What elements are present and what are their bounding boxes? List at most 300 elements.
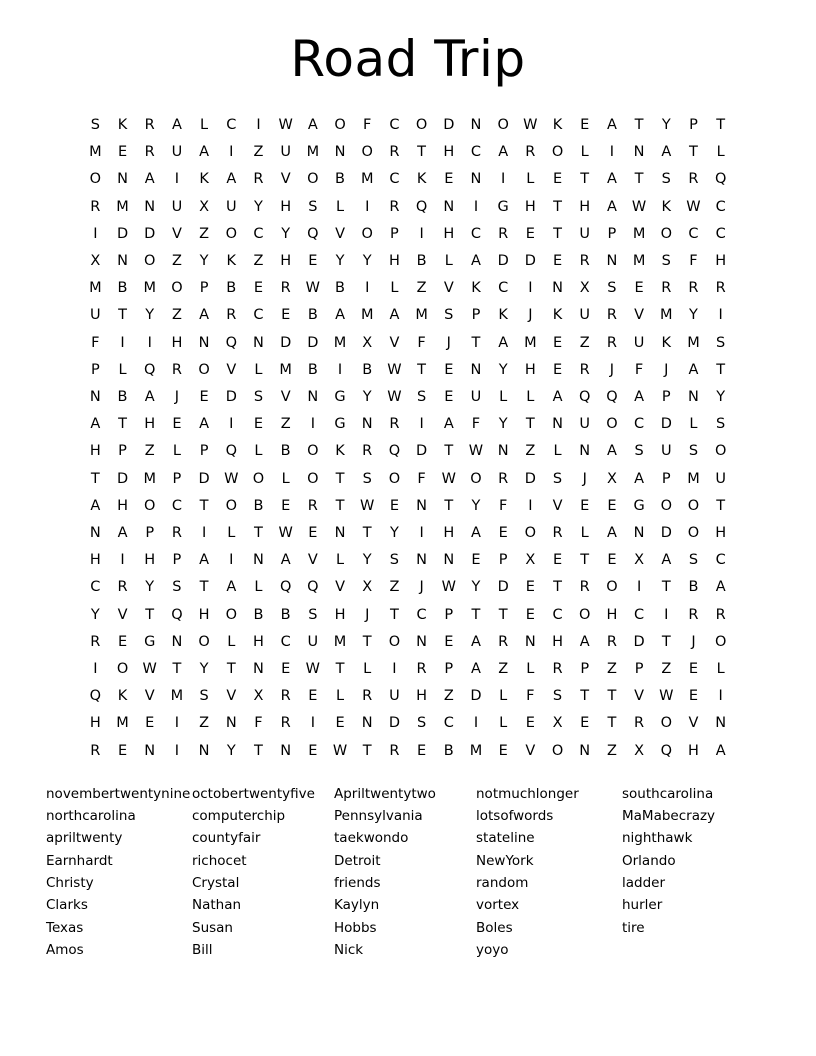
letter-cell[interactable]: M (143, 470, 156, 487)
word-list-item[interactable]: Boles (476, 919, 513, 936)
letter-cell[interactable]: W (441, 579, 456, 596)
letter-cell[interactable]: S (389, 552, 400, 569)
letter-cell[interactable]: G (497, 198, 509, 215)
letter-cell[interactable]: B (280, 443, 291, 460)
letter-cell[interactable]: H (606, 606, 618, 623)
letter-cell[interactable]: P (498, 552, 508, 569)
letter-cell[interactable]: B (307, 361, 318, 378)
letter-cell[interactable]: Y (689, 307, 698, 324)
letter-cell[interactable]: I (718, 688, 723, 705)
letter-cell[interactable]: R (253, 171, 264, 188)
letter-cell[interactable]: C (280, 633, 291, 650)
letter-cell[interactable]: X (634, 742, 645, 759)
letter-cell[interactable]: T (417, 144, 427, 161)
letter-cell[interactable]: P (199, 443, 209, 460)
letter-cell[interactable]: N (552, 416, 563, 433)
letter-cell[interactable]: M (415, 307, 428, 324)
letter-cell[interactable]: I (201, 525, 207, 542)
letter-cell[interactable]: E (281, 497, 291, 514)
letter-cell[interactable]: F (417, 470, 426, 487)
letter-cell[interactable]: L (335, 198, 345, 215)
letter-cell[interactable]: P (444, 606, 454, 623)
letter-cell[interactable]: N (633, 144, 645, 161)
word-list-item[interactable]: MaMabecrazy (622, 808, 716, 825)
letter-cell[interactable]: O (579, 606, 591, 623)
letter-cell[interactable]: L (499, 389, 508, 406)
word-list-item[interactable]: lotsofwords (476, 808, 554, 825)
letter-cell[interactable]: E (281, 661, 291, 678)
letter-cell[interactable]: A (443, 416, 454, 433)
letter-cell[interactable]: D (633, 633, 645, 650)
letter-cell[interactable]: M (143, 280, 156, 297)
letter-cell[interactable]: B (253, 497, 264, 514)
letter-cell[interactable]: T (607, 715, 617, 732)
letter-cell[interactable]: E (253, 280, 264, 297)
letter-cell[interactable]: A (171, 117, 182, 133)
letter-cell[interactable]: T (199, 579, 209, 596)
letter-cell[interactable]: F (526, 688, 535, 705)
letter-cell[interactable]: A (471, 525, 481, 542)
letter-cell[interactable]: P (661, 389, 671, 406)
letter-cell[interactable]: Y (281, 225, 291, 242)
letter-cell[interactable]: J (528, 307, 533, 324)
letter-cell[interactable]: T (661, 633, 671, 650)
letter-cell[interactable]: Y (498, 361, 508, 378)
letter-cell[interactable]: A (471, 661, 481, 678)
letter-cell[interactable]: W (441, 470, 456, 487)
letter-cell[interactable]: A (579, 633, 590, 650)
letter-cell[interactable]: H (443, 225, 455, 242)
letter-cell[interactable]: R (307, 497, 318, 514)
letter-cell[interactable]: E (607, 552, 617, 569)
letter-cell[interactable]: K (226, 253, 237, 270)
letter-cell[interactable]: V (226, 361, 237, 378)
letter-cell[interactable]: E (498, 525, 508, 542)
letter-cell[interactable]: H (552, 633, 563, 650)
letter-cell[interactable]: N (633, 525, 645, 542)
letter-cell[interactable]: K (199, 171, 209, 188)
letter-cell[interactable]: M (89, 144, 102, 161)
letter-cell[interactable]: T (689, 144, 698, 161)
letter-cell[interactable]: U (389, 688, 400, 705)
letter-cell[interactable]: W (659, 688, 674, 705)
letter-cell[interactable]: E (117, 144, 128, 161)
letter-cell[interactable]: R (389, 742, 400, 759)
letter-cell[interactable]: O (144, 253, 156, 270)
letter-grid[interactable] (82, 112, 735, 765)
letter-cell[interactable]: X (362, 334, 373, 351)
letter-cell[interactable]: Z (606, 742, 617, 759)
letter-cell[interactable]: N (198, 742, 210, 759)
letter-cell[interactable]: E (172, 416, 182, 433)
letter-cell[interactable]: Q (606, 389, 618, 406)
letter-cell[interactable]: R (715, 280, 726, 297)
letter-cell[interactable]: R (389, 144, 400, 161)
letter-cell[interactable]: T (118, 416, 127, 433)
letter-cell[interactable]: U (579, 416, 591, 433)
letter-cell[interactable]: N (497, 443, 509, 460)
letter-cell[interactable]: Y (661, 117, 671, 133)
letter-cell[interactable]: U (660, 443, 672, 460)
letter-cell[interactable]: R (579, 361, 590, 378)
letter-cell[interactable]: O (307, 171, 319, 188)
letter-cell[interactable]: Z (199, 715, 210, 732)
letter-cell[interactable]: B (117, 389, 128, 406)
letter-cell[interactable]: R (498, 225, 509, 242)
letter-cell[interactable]: P (172, 470, 182, 487)
letter-cell[interactable]: J (582, 470, 587, 487)
letter-cell[interactable]: Q (225, 443, 237, 460)
letter-cell[interactable]: S (688, 443, 699, 460)
letter-cell[interactable]: T (716, 361, 726, 378)
letter-cell[interactable]: Z (280, 416, 291, 433)
letter-cell[interactable]: Z (171, 307, 182, 324)
letter-cell[interactable]: I (174, 715, 180, 732)
word-list-item[interactable]: Apriltwentytwo (334, 785, 436, 802)
letter-cell[interactable]: T (335, 661, 345, 678)
letter-cell[interactable]: W (278, 525, 293, 542)
letter-cell[interactable]: A (715, 742, 726, 759)
letter-cell[interactable]: D (116, 225, 129, 242)
letter-cell[interactable]: R (362, 443, 373, 460)
letter-cell[interactable]: C (389, 117, 400, 133)
letter-cell[interactable]: I (392, 661, 397, 678)
word-list-item[interactable]: Christy (46, 875, 94, 892)
letter-cell[interactable]: A (634, 470, 645, 487)
letter-cell[interactable]: D (225, 389, 237, 406)
letter-cell[interactable]: B (688, 579, 699, 596)
letter-cell[interactable]: O (606, 416, 618, 433)
letter-cell[interactable]: L (580, 525, 589, 542)
letter-cell[interactable]: S (661, 253, 671, 270)
letter-cell[interactable]: Y (145, 307, 155, 324)
letter-cell[interactable]: B (335, 171, 345, 188)
letter-cell[interactable]: F (634, 361, 644, 378)
letter-cell[interactable]: H (117, 497, 128, 514)
letter-cell[interactable]: K (335, 443, 345, 460)
letter-cell[interactable]: X (525, 552, 536, 569)
letter-cell[interactable]: E (308, 253, 318, 270)
letter-cell[interactable]: O (361, 225, 373, 242)
letter-cell[interactable]: S (172, 579, 182, 596)
letter-cell[interactable]: Z (253, 253, 264, 270)
letter-cell[interactable]: D (660, 525, 672, 542)
letter-cell[interactable]: T (634, 171, 644, 188)
letter-cell[interactable]: R (389, 198, 400, 215)
letter-cell[interactable]: B (335, 280, 345, 297)
letter-cell[interactable]: P (661, 470, 671, 487)
letter-cell[interactable]: I (120, 552, 125, 569)
word-list-item[interactable]: Texas (46, 919, 84, 936)
letter-cell[interactable]: O (687, 525, 700, 542)
letter-cell[interactable]: Y (199, 253, 209, 270)
letter-cell[interactable]: S (362, 470, 372, 487)
letter-cell[interactable]: W (224, 470, 239, 487)
word-list-item[interactable]: computerchip (192, 808, 286, 825)
letter-cell[interactable]: L (335, 552, 345, 569)
letter-cell[interactable]: I (419, 525, 424, 542)
letter-cell[interactable]: S (308, 606, 318, 623)
letter-cell[interactable]: O (524, 525, 537, 542)
letter-cell[interactable]: R (144, 144, 155, 161)
letter-cell[interactable]: P (580, 661, 590, 678)
letter-cell[interactable]: T (444, 443, 454, 460)
letter-cell[interactable]: L (172, 443, 181, 460)
letter-cell[interactable]: X (199, 198, 210, 215)
letter-cell[interactable]: Y (362, 253, 372, 270)
letter-cell[interactable]: E (117, 633, 128, 650)
letter-cell[interactable]: R (90, 198, 101, 215)
letter-cell[interactable]: L (281, 470, 290, 487)
letter-cell[interactable]: G (334, 416, 346, 433)
letter-cell[interactable]: K (117, 117, 128, 133)
letter-cell[interactable]: N (361, 715, 373, 732)
word-list-item[interactable]: Hobbs (334, 919, 377, 936)
letter-cell[interactable]: R (362, 688, 373, 705)
letter-cell[interactable]: R (606, 334, 617, 351)
letter-cell[interactable]: T (553, 579, 562, 596)
letter-cell[interactable]: E (417, 742, 427, 759)
letter-cell[interactable]: T (444, 497, 454, 514)
letter-cell[interactable]: O (89, 171, 102, 188)
letter-cell[interactable]: T (362, 633, 372, 650)
letter-cell[interactable]: W (468, 443, 484, 460)
letter-cell[interactable]: O (225, 606, 237, 623)
letter-cell[interactable]: U (579, 225, 591, 242)
letter-cell[interactable]: M (279, 361, 292, 378)
letter-cell[interactable]: E (281, 307, 291, 324)
letter-cell[interactable]: E (498, 742, 508, 759)
letter-cell[interactable]: W (278, 117, 293, 133)
letter-cell[interactable]: H (253, 633, 264, 650)
letter-cell[interactable]: C (552, 606, 563, 623)
letter-cell[interactable]: M (306, 144, 320, 161)
letter-cell[interactable]: R (579, 253, 590, 270)
letter-cell[interactable]: E (552, 253, 563, 270)
letter-cell[interactable]: A (552, 389, 563, 406)
letter-cell[interactable]: R (688, 280, 699, 297)
letter-cell[interactable]: D (660, 416, 672, 433)
letter-cell[interactable]: L (254, 361, 263, 378)
letter-cell[interactable]: R (226, 307, 237, 324)
letter-cell[interactable]: C (634, 416, 645, 433)
letter-cell[interactable]: C (470, 225, 482, 242)
letter-cell[interactable]: K (661, 198, 672, 215)
letter-cell[interactable]: V (525, 742, 536, 759)
letter-cell[interactable]: L (227, 633, 236, 650)
letter-cell[interactable]: Q (714, 171, 727, 188)
letter-cell[interactable]: J (691, 633, 696, 650)
letter-cell[interactable]: H (334, 606, 346, 623)
letter-cell[interactable]: X (552, 715, 563, 732)
letter-cell[interactable]: J (419, 579, 424, 596)
letter-cell[interactable]: A (226, 171, 237, 188)
letter-cell[interactable]: E (525, 225, 535, 242)
letter-cell[interactable]: J (446, 334, 451, 351)
letter-cell[interactable]: D (280, 334, 292, 351)
letter-cell[interactable]: T (389, 606, 399, 623)
letter-cell[interactable]: F (498, 497, 508, 514)
letter-cell[interactable]: V (280, 171, 291, 188)
letter-cell[interactable]: R (525, 144, 536, 161)
letter-cell[interactable]: R (715, 606, 726, 623)
letter-cell[interactable]: W (305, 661, 321, 678)
letter-cell[interactable]: S (416, 715, 427, 732)
letter-cell[interactable]: H (524, 361, 536, 378)
letter-cell[interactable]: A (144, 389, 155, 406)
letter-cell[interactable]: R (144, 117, 155, 133)
letter-cell[interactable]: M (687, 470, 700, 487)
letter-cell[interactable]: E (688, 688, 699, 705)
letter-cell[interactable]: Z (525, 443, 536, 460)
word-list-item[interactable]: random (476, 875, 529, 892)
letter-cell[interactable]: L (689, 416, 698, 433)
letter-cell[interactable]: D (388, 715, 400, 732)
letter-cell[interactable]: Y (362, 552, 372, 569)
letter-cell[interactable]: A (199, 307, 210, 324)
word-list-item[interactable]: friends (334, 875, 381, 892)
letter-cell[interactable]: Q (279, 579, 292, 596)
letter-cell[interactable]: H (388, 253, 400, 270)
letter-cell[interactable]: L (254, 579, 263, 596)
letter-cell[interactable]: I (501, 171, 506, 188)
letter-cell[interactable]: E (444, 171, 454, 188)
letter-cell[interactable]: N (552, 280, 563, 297)
word-list-item[interactable]: Bill (192, 941, 213, 958)
letter-cell[interactable]: C (416, 606, 427, 623)
letter-cell[interactable]: M (333, 334, 347, 351)
letter-cell[interactable]: E (253, 416, 264, 433)
letter-cell[interactable]: N (443, 552, 455, 569)
letter-cell[interactable]: P (145, 525, 155, 542)
letter-cell[interactable]: L (526, 661, 535, 678)
word-list-item[interactable]: Clarks (46, 897, 88, 914)
letter-cell[interactable]: Q (89, 688, 102, 705)
letter-cell[interactable]: H (171, 334, 183, 351)
letter-cell[interactable]: E (308, 525, 318, 542)
letter-cell[interactable]: I (174, 171, 180, 188)
letter-cell[interactable]: E (552, 334, 563, 351)
letter-cell[interactable]: O (334, 117, 346, 133)
letter-cell[interactable]: W (387, 361, 402, 378)
letter-cell[interactable]: Z (443, 688, 454, 705)
letter-cell[interactable]: R (498, 470, 509, 487)
letter-cell[interactable]: N (117, 171, 128, 188)
letter-cell[interactable]: C (443, 715, 454, 732)
letter-cell[interactable]: O (388, 470, 401, 487)
letter-cell[interactable]: R (416, 661, 427, 678)
letter-cell[interactable]: S (688, 552, 699, 569)
letter-cell[interactable]: H (443, 144, 455, 161)
word-list-item[interactable]: countyfair (192, 830, 261, 847)
letter-cell[interactable]: I (337, 361, 343, 378)
letter-cell[interactable]: A (117, 525, 128, 542)
letter-cell[interactable]: T (226, 661, 236, 678)
letter-cell[interactable]: Q (144, 361, 156, 378)
letter-cell[interactable]: E (552, 171, 563, 188)
letter-cell[interactable]: E (580, 715, 590, 732)
letter-cell[interactable]: D (144, 225, 156, 242)
letter-cell[interactable]: X (634, 552, 645, 569)
letter-cell[interactable]: X (579, 280, 590, 297)
letter-cell[interactable]: M (687, 334, 700, 351)
letter-cell[interactable]: I (636, 579, 642, 596)
letter-cell[interactable]: N (253, 552, 264, 569)
letter-cell[interactable]: T (580, 552, 590, 569)
letter-cell[interactable]: Y (90, 606, 100, 623)
letter-cell[interactable]: A (199, 416, 210, 433)
letter-cell[interactable]: U (171, 198, 183, 215)
word-list-item[interactable]: yoyo (476, 941, 509, 958)
letter-cell[interactable]: N (715, 715, 727, 732)
letter-cell[interactable]: O (470, 470, 482, 487)
letter-cell[interactable]: I (229, 144, 234, 161)
word-list-item[interactable]: northcarolina (46, 808, 136, 825)
letter-cell[interactable]: V (335, 225, 345, 242)
letter-cell[interactable]: H (688, 742, 699, 759)
word-list-item[interactable]: tire (622, 919, 645, 936)
letter-cell[interactable]: L (499, 715, 508, 732)
letter-cell[interactable]: N (117, 253, 128, 270)
letter-cell[interactable]: V (171, 225, 182, 242)
letter-cell[interactable]: K (498, 307, 508, 324)
letter-cell[interactable]: A (661, 552, 672, 569)
letter-cell[interactable]: H (524, 198, 536, 215)
letter-cell[interactable]: J (609, 361, 615, 378)
letter-cell[interactable]: J (664, 361, 669, 378)
letter-cell[interactable]: P (90, 361, 100, 378)
letter-cell[interactable]: H (715, 253, 727, 270)
letter-cell[interactable]: U (715, 470, 726, 487)
letter-cell[interactable]: I (473, 198, 479, 215)
letter-cell[interactable]: O (415, 117, 428, 133)
letter-cell[interactable]: A (280, 552, 291, 569)
letter-cell[interactable]: N (579, 443, 591, 460)
letter-cell[interactable]: N (334, 144, 346, 161)
letter-cell[interactable]: A (307, 117, 318, 133)
letter-cell[interactable]: M (660, 307, 673, 324)
word-list-item[interactable]: Pennsylvania (334, 808, 423, 825)
letter-cell[interactable]: R (606, 633, 617, 650)
letter-cell[interactable]: H (89, 715, 101, 732)
letter-cell[interactable]: R (171, 525, 182, 542)
letter-cell[interactable]: O (225, 225, 237, 242)
letter-cell[interactable]: I (365, 198, 370, 215)
letter-cell[interactable]: U (90, 307, 101, 324)
letter-cell[interactable]: E (117, 742, 128, 759)
letter-cell[interactable]: W (305, 280, 321, 297)
letter-cell[interactable]: H (89, 443, 101, 460)
letter-cell[interactable]: A (688, 361, 699, 378)
letter-cell[interactable]: X (362, 579, 373, 596)
letter-cell[interactable]: T (417, 361, 427, 378)
letter-cell[interactable]: A (606, 117, 617, 133)
letter-cell[interactable]: E (389, 497, 399, 514)
letter-cell[interactable]: O (660, 225, 672, 242)
letter-cell[interactable]: E (308, 742, 318, 759)
letter-cell[interactable]: R (661, 280, 672, 297)
letter-cell[interactable]: N (198, 334, 210, 351)
letter-cell[interactable]: P (172, 552, 182, 569)
letter-cell[interactable]: A (606, 525, 617, 542)
letter-cell[interactable]: E (552, 361, 563, 378)
letter-cell[interactable]: T (553, 198, 562, 215)
letter-cell[interactable]: O (252, 470, 265, 487)
letter-cell[interactable]: M (116, 715, 129, 732)
letter-cell[interactable]: Y (145, 579, 155, 596)
letter-cell[interactable]: C (253, 225, 264, 242)
letter-cell[interactable]: R (579, 579, 590, 596)
